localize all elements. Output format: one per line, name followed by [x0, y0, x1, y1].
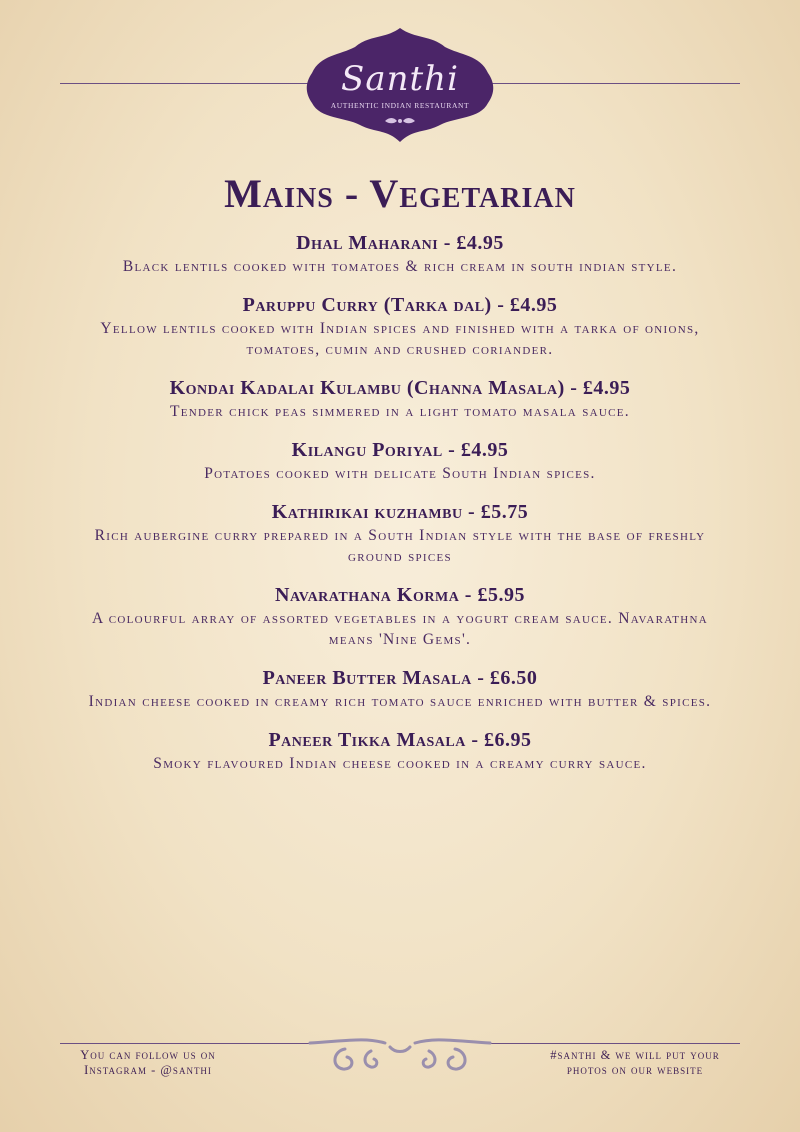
menu-item: [50, 499, 750, 567]
menu-item-name: Dhal Maharani - £4.95: [296, 232, 504, 254]
menu-item: [50, 727, 750, 774]
footer-hashtag-text: #santhi & we will put your photos on our website: [550, 1048, 720, 1077]
menu-item-name: Paneer Tikka Masala - £6.95: [268, 729, 532, 751]
menu-item-description: A colourful array of assorted vegetables in a yogurt cream sauce. Navarathna means 'Nine Gems'.: [91, 610, 709, 648]
menu-item-name: Navarathana Korma - £5.95: [275, 584, 525, 606]
menu-item-description: Rich aubergine curry prepared in a South Indian style with the base of freshly ground spices: [94, 527, 706, 565]
menu-item: [50, 292, 750, 360]
header-rule-right: [485, 83, 740, 84]
menu-item-description: Potatoes cooked with delicate South Indian spices.: [204, 465, 596, 482]
menu-item-name: Paruppu Curry (Tarka dal) - £4.95: [242, 294, 558, 316]
footer-rule-left: [60, 1043, 310, 1044]
restaurant-logo: [305, 25, 495, 145]
page-title: Mains - Vegetarian: [224, 171, 576, 216]
menu-item-description: Black lentils cooked with tomatoes & rich cream in south indian style.: [122, 258, 678, 275]
logo-tagline: AUTHENTIC INDIAN RESTAURANT: [330, 101, 470, 110]
menu-item-description: Yellow lentils cooked with Indian spices and finished with a tarka of onions, tomatoes, cumin and crushed coriander.: [100, 320, 700, 358]
menu-item: [50, 582, 750, 650]
logo-name: Santhi: [341, 59, 459, 99]
menu-item-description: Smoky flavoured Indian cheese cooked in a creamy curry sauce.: [153, 755, 647, 772]
header-rule-left: [60, 83, 315, 84]
menu-item: [50, 437, 750, 484]
menu-item-description: Indian cheese cooked in creamy rich tomato sauce enriched with butter & spices.: [88, 693, 712, 710]
menu-list: [50, 230, 750, 789]
menu-item-name: Kathirikai kuzhambu - £5.75: [271, 501, 529, 523]
footer-rule-right: [490, 1043, 740, 1044]
menu-item: [50, 665, 750, 712]
menu-item-name: Kilangu Poriyal - £4.95: [291, 439, 509, 461]
menu-item: [50, 230, 750, 277]
menu-item-name: Paneer Butter Masala - £6.50: [262, 667, 538, 689]
menu-item-name: Kondai Kadalai Kulambu (Channa Masala) - £4.95: [169, 377, 631, 399]
flourish-icon: [305, 1035, 495, 1077]
menu-item: [50, 375, 750, 422]
footer-instagram-text: You can follow us on Instagram - @santhi: [80, 1048, 216, 1077]
menu-item-description: Tender chick peas simmered in a light tomato masala sauce.: [170, 403, 630, 420]
